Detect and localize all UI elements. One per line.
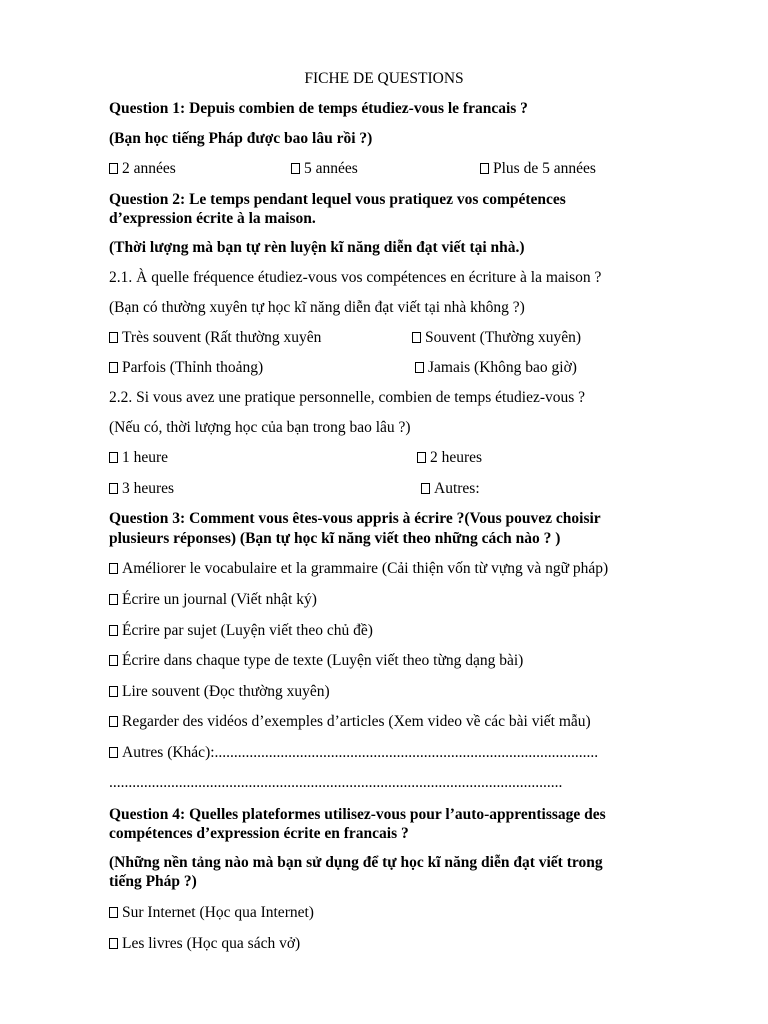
checkbox-icon[interactable] xyxy=(109,907,118,918)
q3-option-autres[interactable]: Autres (Khác):................................................................................................... xyxy=(109,743,598,763)
question-4-text-line2: compétences d’expression écrite en francais ? xyxy=(109,825,409,842)
q22-option-1-heure[interactable]: 1 heure xyxy=(109,448,168,468)
page-title: FICHE DE QUESTIONS xyxy=(304,70,464,87)
q3-option-vocabulaire[interactable]: Améliorer le vocabulaire et la grammaire (Cải thiện vốn từ vựng và ngữ pháp) xyxy=(109,559,608,579)
question-2-1-translation: (Bạn có thường xuyên tự học kĩ năng diễn đạt viết tại nhà không ?) xyxy=(109,299,525,316)
q21-option-jamais[interactable]: Jamais (Không bao giờ) xyxy=(415,358,577,378)
q21-option-parfois[interactable]: Parfois (Thỉnh thoảng) xyxy=(109,358,263,378)
checkbox-icon[interactable] xyxy=(412,332,421,343)
question-1-text: Question 1: Depuis combien de temps étudiez-vous le francais ? xyxy=(109,100,528,117)
checkbox-icon[interactable] xyxy=(421,483,430,494)
checkbox-icon[interactable] xyxy=(109,563,118,574)
checkbox-icon[interactable] xyxy=(109,163,118,174)
q3-option-videos[interactable]: Regarder des vidéos d’exemples d’articles (Xem video về các bài viết mẫu) xyxy=(109,712,591,732)
question-3-text-line2: plusieurs réponses) (Bạn tự học kĩ năng viết theo những cách nào ? ) xyxy=(109,530,561,547)
question-2-translation: (Thời lượng mà bạn tự rèn luyện kĩ năng diễn đạt viết tại nhà.) xyxy=(109,239,525,256)
checkbox-icon[interactable] xyxy=(480,163,489,174)
checkbox-icon[interactable] xyxy=(109,452,118,463)
q3-dotted-line[interactable]: ..................................................................................................................... xyxy=(109,774,563,791)
question-2-text-line2: d’expression écrite à la maison. xyxy=(109,210,316,227)
question-2-2-text: 2.2. Si vous avez une pratique personnelle, combien de temps étudiez-vous ? xyxy=(109,389,586,406)
q4-option-internet[interactable]: Sur Internet (Học qua Internet) xyxy=(109,903,314,923)
checkbox-icon[interactable] xyxy=(109,938,118,949)
checkbox-icon[interactable] xyxy=(109,362,118,373)
checkbox-icon[interactable] xyxy=(291,163,300,174)
q1-option-more-5-years[interactable]: Plus de 5 années xyxy=(480,159,596,179)
q1-option-5-years[interactable]: 5 années xyxy=(291,159,358,179)
checkbox-icon[interactable] xyxy=(417,452,426,463)
q22-option-autres[interactable]: Autres: xyxy=(421,479,480,499)
q3-option-par-sujet[interactable]: Écrire par sujet (Luyện viết theo chủ đề) xyxy=(109,621,373,641)
checkbox-icon[interactable] xyxy=(109,747,118,758)
q1-option-2-years[interactable]: 2 années xyxy=(109,159,176,179)
checkbox-icon[interactable] xyxy=(109,686,118,697)
question-2-1-text: 2.1. À quelle fréquence étudiez-vous vos compétences en écriture à la maison ? xyxy=(109,269,602,286)
checkbox-icon[interactable] xyxy=(109,625,118,636)
q4-option-livres[interactable]: Les livres (Học qua sách vở) xyxy=(109,934,300,954)
question-2-text-line1: Question 2: Le temps pendant lequel vous pratiquez vos compétences xyxy=(109,191,566,208)
checkbox-icon[interactable] xyxy=(415,362,424,373)
question-4-translation-line2: tiếng Pháp ?) xyxy=(109,873,197,890)
question-4-text-line1: Question 4: Quelles plateformes utilisez-vous pour l’auto-apprentissage des xyxy=(109,806,606,823)
q3-option-journal[interactable]: Écrire un journal (Viết nhật ký) xyxy=(109,590,317,610)
checkbox-icon[interactable] xyxy=(109,716,118,727)
checkbox-icon[interactable] xyxy=(109,655,118,666)
q21-option-souvent[interactable]: Souvent (Thường xuyên) xyxy=(412,328,581,348)
checkbox-icon[interactable] xyxy=(109,483,118,494)
question-3-text-line1: Question 3: Comment vous êtes-vous appris à écrire ?(Vous pouvez choisir xyxy=(109,510,601,527)
question-2-2-translation: (Nếu có, thời lượng học của bạn trong bao lâu ?) xyxy=(109,419,411,436)
q22-option-3-heures[interactable]: 3 heures xyxy=(109,479,174,499)
q21-option-tres-souvent[interactable]: Très souvent (Rất thường xuyên xyxy=(109,328,321,348)
q22-option-2-heures[interactable]: 2 heures xyxy=(417,448,482,468)
question-4-translation-line1: (Những nền tảng nào mà bạn sử dụng để tự học kĩ năng diễn đạt viết trong xyxy=(109,854,603,871)
q3-option-lire[interactable]: Lire souvent (Đọc thường xuyên) xyxy=(109,682,330,702)
question-1-translation: (Bạn học tiếng Pháp được bao lâu rồi ?) xyxy=(109,130,373,147)
checkbox-icon[interactable] xyxy=(109,594,118,605)
q3-option-type-texte[interactable]: Écrire dans chaque type de texte (Luyện viết theo từng dạng bài) xyxy=(109,651,523,671)
checkbox-icon[interactable] xyxy=(109,332,118,343)
